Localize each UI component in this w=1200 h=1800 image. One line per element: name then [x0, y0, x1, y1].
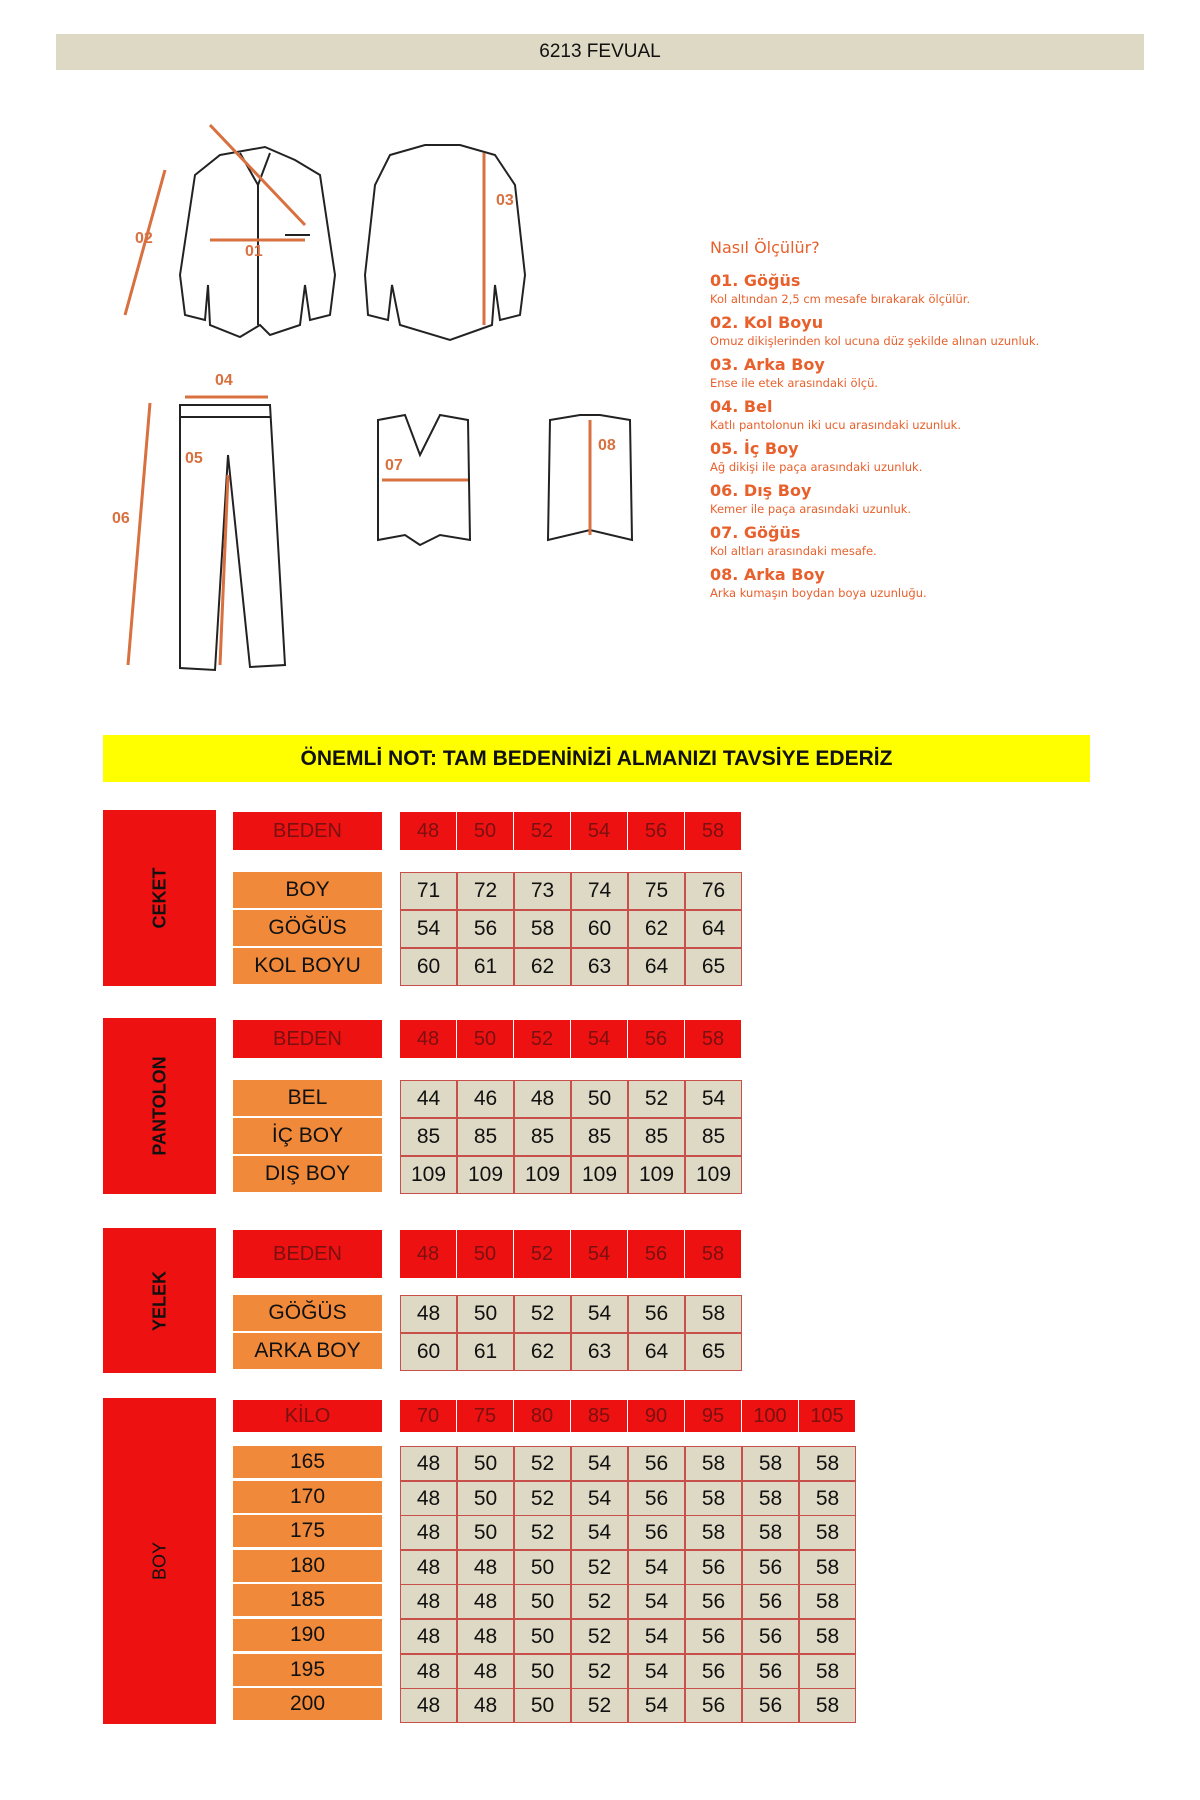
boy-row	[400, 1515, 856, 1550]
cell: 58	[799, 1584, 856, 1619]
cell: 58	[685, 1481, 742, 1516]
header-cell: 54	[571, 1020, 628, 1058]
cell: 85	[514, 1118, 571, 1156]
cell: 58	[799, 1481, 856, 1516]
cell: 64	[628, 948, 685, 986]
header-cell: 52	[514, 1230, 571, 1278]
boy-row-label: 170	[233, 1481, 382, 1515]
legend-item-name: 01. Göğüs	[710, 271, 801, 290]
cell: 60	[571, 910, 628, 948]
ceket-row-label: BOY	[233, 872, 382, 910]
cell: 56	[685, 1654, 742, 1689]
legend-item-desc: Ağ dikişi ile paça arasındaki uzunluk.	[710, 460, 923, 474]
boy-row	[400, 1619, 856, 1654]
legend-item-name: 02. Kol Boyu	[710, 313, 824, 332]
legend-item-name: 06. Dış Boy	[710, 481, 812, 500]
cell: 58	[799, 1515, 856, 1550]
yelek-side-text: YELEK	[149, 1270, 169, 1331]
cell: 48	[457, 1688, 514, 1723]
boy-row-label: 195	[233, 1654, 382, 1688]
yelek-side-label	[103, 1228, 216, 1373]
cell: 56	[628, 1515, 685, 1550]
cell: 48	[400, 1295, 457, 1333]
header-cell: 48	[400, 812, 457, 850]
cell: 50	[514, 1584, 571, 1619]
boy-side-label	[103, 1398, 216, 1724]
cell: 50	[514, 1688, 571, 1723]
cell: 56	[742, 1654, 799, 1689]
yelek-row-label: ARKA BOY	[233, 1333, 382, 1371]
cell: 58	[514, 910, 571, 948]
cell: 52	[571, 1654, 628, 1689]
pantolon-row-label: İÇ BOY	[233, 1118, 382, 1156]
cell: 48	[400, 1481, 457, 1516]
cell: 63	[571, 1333, 628, 1371]
cell: 56	[742, 1550, 799, 1585]
yelek-header-row	[400, 1230, 742, 1268]
cell: 48	[457, 1654, 514, 1689]
cell: 56	[685, 1688, 742, 1723]
figure-label-01: 01	[245, 243, 263, 260]
boy-row-label: 180	[233, 1550, 382, 1584]
pantolon-header-label: BEDEN	[233, 1020, 382, 1058]
boy-row	[400, 1584, 856, 1619]
pantolon-header-row	[400, 1020, 742, 1058]
cell: 56	[742, 1688, 799, 1723]
cell: 48	[457, 1550, 514, 1585]
figure-label-08: 08	[598, 437, 616, 454]
header-cell: 52	[514, 1020, 571, 1058]
cell: 52	[571, 1619, 628, 1654]
ceket-row	[400, 910, 742, 948]
page-title: 6213 FEVUAL	[56, 34, 1144, 70]
cell: 56	[742, 1619, 799, 1654]
cell: 56	[685, 1550, 742, 1585]
pantolon-row-label: BEL	[233, 1080, 382, 1118]
cell: 48	[514, 1080, 571, 1118]
header-cell: 100	[742, 1400, 799, 1432]
pantolon-row	[400, 1156, 742, 1194]
cell: 50	[514, 1619, 571, 1654]
cell: 61	[457, 948, 514, 986]
legend-item-name: 07. Göğüs	[710, 523, 801, 542]
cell: 54	[628, 1654, 685, 1689]
cell: 58	[799, 1550, 856, 1585]
header-cell: 52	[514, 812, 571, 850]
cell: 52	[514, 1295, 571, 1333]
figure-label-03: 03	[496, 192, 514, 209]
cell: 48	[400, 1446, 457, 1481]
legend-item-desc: Kol altları arasındaki mesafe.	[710, 544, 877, 558]
cell: 56	[628, 1295, 685, 1333]
cell: 48	[400, 1654, 457, 1689]
header-cell: 58	[685, 812, 742, 850]
yelek-row	[400, 1333, 742, 1371]
cell: 52	[571, 1550, 628, 1585]
cell: 54	[571, 1515, 628, 1550]
cell: 54	[400, 910, 457, 948]
cell: 76	[685, 872, 742, 910]
yelek-header-label: BEDEN	[233, 1230, 382, 1278]
legend-item	[710, 523, 1170, 559]
cell: 50	[457, 1481, 514, 1516]
boy-row-label: 200	[233, 1688, 382, 1722]
cell: 58	[742, 1481, 799, 1516]
cell: 74	[571, 872, 628, 910]
boy-row	[400, 1481, 856, 1516]
legend-item-desc: Kemer ile paça arasındaki uzunluk.	[710, 502, 912, 516]
legend-item-name: 05. İç Boy	[710, 439, 799, 458]
cell: 54	[571, 1446, 628, 1481]
pantolon-row	[400, 1118, 742, 1156]
cell: 109	[514, 1156, 571, 1194]
boy-side-text: BOY	[149, 1541, 169, 1581]
yelek-row	[400, 1295, 742, 1333]
header-cell: 56	[628, 1230, 685, 1278]
cell: 48	[400, 1688, 457, 1723]
figure-label-02: 02	[135, 230, 153, 247]
cell: 62	[514, 948, 571, 986]
header-cell: 70	[400, 1400, 457, 1432]
header-cell: 75	[457, 1400, 514, 1432]
cell: 85	[457, 1118, 514, 1156]
cell: 58	[799, 1654, 856, 1689]
how-to-measure-legend	[710, 238, 1170, 607]
header-cell: 85	[571, 1400, 628, 1432]
pantolon-side-text: PANTOLON	[149, 1056, 169, 1156]
cell: 54	[628, 1619, 685, 1654]
legend-item	[710, 355, 1170, 391]
header-cell: 58	[685, 1230, 742, 1278]
how-to-measure-title: Nasıl Ölçülür?	[710, 238, 820, 257]
cell: 73	[514, 872, 571, 910]
cell: 85	[685, 1118, 742, 1156]
cell: 64	[685, 910, 742, 948]
legend-item-desc: Katlı pantolonun iki ucu arasındaki uzunluk.	[710, 418, 961, 432]
legend-item-desc: Ense ile etek arasındaki ölçü.	[710, 376, 879, 390]
cell: 58	[799, 1619, 856, 1654]
header-cell: 50	[457, 812, 514, 850]
legend-item	[710, 397, 1170, 433]
cell: 58	[685, 1515, 742, 1550]
boy-row-label: 165	[233, 1446, 382, 1480]
header-cell: 105	[799, 1400, 856, 1432]
cell: 48	[400, 1515, 457, 1550]
cell: 52	[628, 1080, 685, 1118]
cell: 50	[457, 1295, 514, 1333]
cell: 60	[400, 948, 457, 986]
cell: 85	[400, 1118, 457, 1156]
header-cell: 50	[457, 1230, 514, 1278]
cell: 56	[685, 1619, 742, 1654]
cell: 46	[457, 1080, 514, 1118]
cell: 71	[400, 872, 457, 910]
cell: 58	[742, 1446, 799, 1481]
cell: 62	[628, 910, 685, 948]
legend-item-desc: Kol altından 2,5 cm mesafe bırakarak ölçülür.	[710, 292, 971, 306]
header-cell: 90	[628, 1400, 685, 1432]
jacket-back-icon	[365, 145, 525, 340]
ceket-row	[400, 872, 742, 910]
boy-row-label: 185	[233, 1584, 382, 1618]
cell: 54	[571, 1295, 628, 1333]
cell: 52	[571, 1688, 628, 1723]
ceket-side-label	[103, 810, 216, 986]
cell: 44	[400, 1080, 457, 1118]
ceket-header-row	[400, 812, 742, 850]
cell: 65	[685, 948, 742, 986]
cell: 75	[628, 872, 685, 910]
cell: 52	[571, 1584, 628, 1619]
legend-item-desc: Arka kumaşın boydan boya uzunluğu.	[710, 586, 927, 600]
cell: 109	[685, 1156, 742, 1194]
header-cell: 80	[514, 1400, 571, 1432]
cell: 54	[571, 1481, 628, 1516]
header-cell: 54	[571, 812, 628, 850]
cell: 50	[571, 1080, 628, 1118]
cell: 109	[628, 1156, 685, 1194]
boy-row	[400, 1550, 856, 1585]
pantolon-side-label	[103, 1018, 216, 1194]
header-cell: 95	[685, 1400, 742, 1432]
trousers-icon	[180, 405, 285, 670]
cell: 48	[457, 1619, 514, 1654]
legend-item-name: 08. Arka Boy	[710, 565, 825, 584]
legend-item	[710, 313, 1170, 349]
header-cell: 50	[457, 1020, 514, 1058]
cell: 54	[685, 1080, 742, 1118]
legend-item	[710, 565, 1170, 601]
cell: 58	[685, 1446, 742, 1481]
garment-measurement-figure	[112, 125, 660, 685]
ceket-side-text: CEKET	[149, 867, 169, 929]
cell: 65	[685, 1333, 742, 1371]
header-cell: 56	[628, 812, 685, 850]
cell: 63	[571, 948, 628, 986]
cell: 50	[514, 1654, 571, 1689]
figure-label-06: 06	[112, 510, 130, 527]
cell: 48	[400, 1550, 457, 1585]
pantolon-row	[400, 1080, 742, 1118]
cell: 52	[514, 1481, 571, 1516]
pantolon-row-label: DIŞ BOY	[233, 1156, 382, 1194]
cell: 56	[628, 1481, 685, 1516]
cell: 54	[628, 1584, 685, 1619]
cell: 48	[400, 1584, 457, 1619]
cell: 85	[628, 1118, 685, 1156]
cell: 62	[514, 1333, 571, 1371]
cell: 60	[400, 1333, 457, 1371]
cell: 72	[457, 872, 514, 910]
ceket-header-label: BEDEN	[233, 812, 382, 850]
cell: 48	[400, 1619, 457, 1654]
cell: 64	[628, 1333, 685, 1371]
ceket-row-label: KOL BOYU	[233, 948, 382, 986]
header-cell: 56	[628, 1020, 685, 1058]
header-cell: 54	[571, 1230, 628, 1278]
figure-label-07: 07	[385, 457, 403, 474]
cell: 56	[628, 1446, 685, 1481]
legend-item	[710, 271, 1170, 307]
legend-item	[710, 481, 1170, 517]
cell: 109	[457, 1156, 514, 1194]
cell: 52	[514, 1446, 571, 1481]
cell: 109	[571, 1156, 628, 1194]
figure-label-04: 04	[215, 372, 233, 389]
cell: 58	[742, 1515, 799, 1550]
header-cell: 48	[400, 1230, 457, 1278]
yelek-row-label: GÖĞÜS	[233, 1295, 382, 1333]
cell: 54	[628, 1688, 685, 1723]
legend-item-name: 04. Bel	[710, 397, 773, 416]
boy-row	[400, 1446, 856, 1481]
cell: 58	[685, 1295, 742, 1333]
figure-label-05: 05	[185, 450, 203, 467]
boy-row-label: 190	[233, 1619, 382, 1653]
cell: 58	[799, 1446, 856, 1481]
legend-item-name: 03. Arka Boy	[710, 355, 825, 374]
cell: 61	[457, 1333, 514, 1371]
cell: 52	[514, 1515, 571, 1550]
cell: 50	[457, 1446, 514, 1481]
ceket-row-label: GÖĞÜS	[233, 910, 382, 948]
legend-item	[710, 439, 1170, 475]
cell: 54	[628, 1550, 685, 1585]
cell: 56	[457, 910, 514, 948]
legend-item-desc: Omuz dikişlerinden kol ucuna düz şekilde alınan uzunluk.	[710, 334, 1040, 348]
boy-header-label: KİLO	[233, 1400, 382, 1432]
boy-row-label: 175	[233, 1515, 382, 1549]
cell: 109	[400, 1156, 457, 1194]
ceket-row	[400, 948, 742, 986]
boy-row	[400, 1654, 856, 1689]
boy-header-row	[400, 1400, 856, 1438]
cell: 58	[799, 1688, 856, 1723]
header-cell: 48	[400, 1020, 457, 1058]
header-cell: 58	[685, 1020, 742, 1058]
cell: 56	[742, 1584, 799, 1619]
important-note-banner: ÖNEMLİ NOT: TAM BEDENİNİZİ ALMANIZI TAVSİYE EDERİZ	[103, 735, 1090, 782]
boy-row	[400, 1688, 856, 1723]
cell: 85	[571, 1118, 628, 1156]
cell: 48	[457, 1584, 514, 1619]
cell: 50	[457, 1515, 514, 1550]
cell: 56	[685, 1584, 742, 1619]
cell: 50	[514, 1550, 571, 1585]
